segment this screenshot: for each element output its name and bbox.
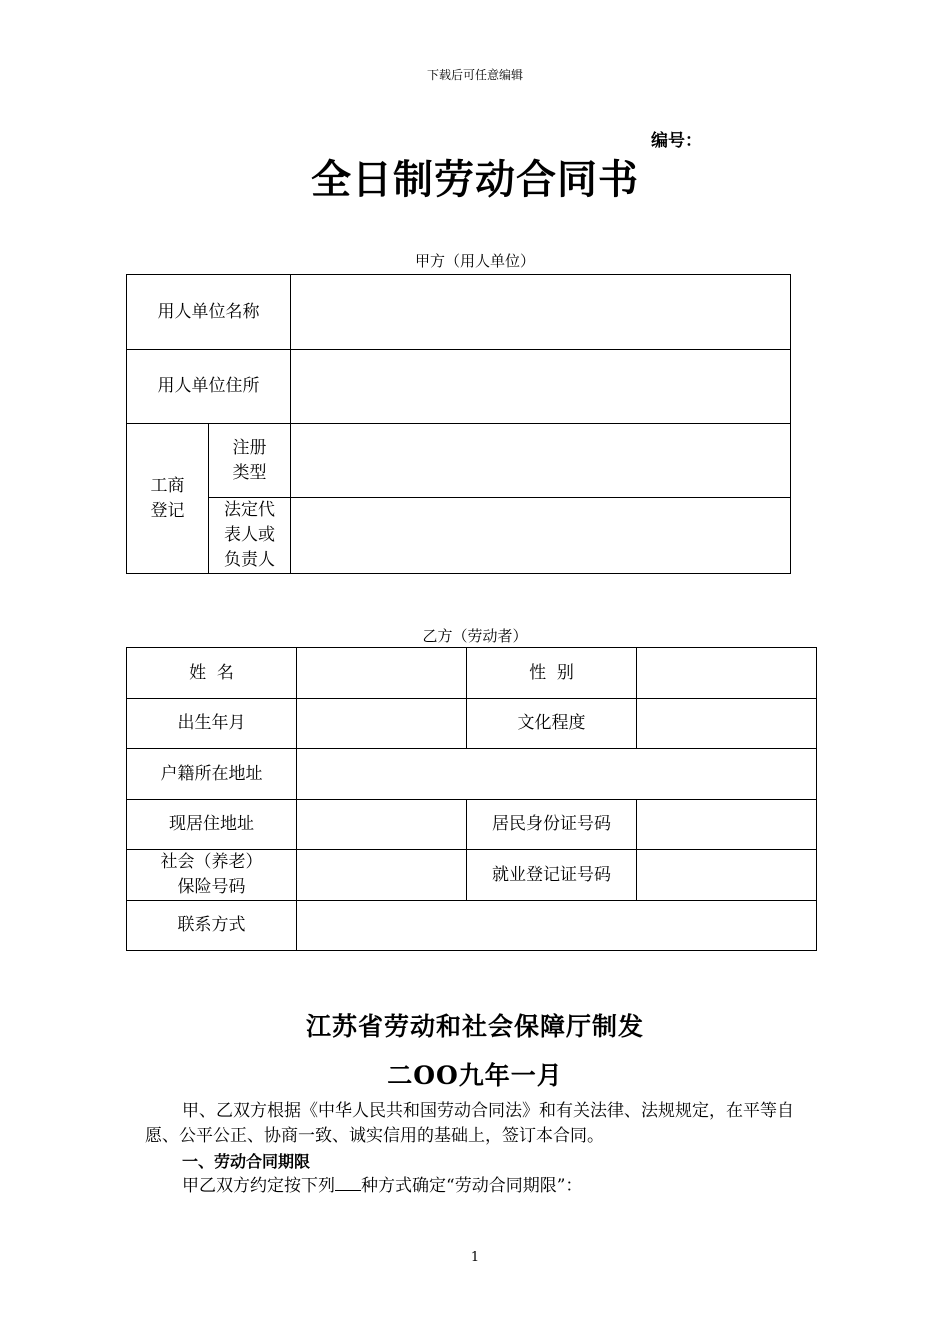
section-1-title: 一、劳动合同期限 [182, 1152, 311, 1171]
registration-type-label-text: 注册类型 [232, 437, 267, 483]
contact-label: 联系方式 [127, 901, 297, 951]
issue-date: 二OO九年一月 [387, 1061, 563, 1090]
unit-name-label: 用人单位名称 [127, 275, 291, 350]
section-1-text [145, 1174, 805, 1199]
party-a-caption: 甲方（用人单位） [414, 252, 535, 270]
registration-label [127, 424, 209, 574]
employment-field[interactable] [637, 850, 817, 901]
name-label: 姓 名 [127, 648, 297, 699]
insurance-field[interactable] [297, 850, 467, 901]
contact-field[interactable] [297, 901, 817, 951]
id-label: 居民身份证号码 [467, 800, 637, 850]
household-field[interactable] [297, 749, 817, 800]
section-1-text-before: 甲乙双方约定按下列 [182, 1176, 335, 1196]
header-note: 下载后可任意编辑 [426, 68, 523, 82]
document-title: 全日制劳动合同书 [311, 157, 639, 203]
gender-field[interactable] [637, 648, 817, 699]
household-label: 户籍所在地址 [127, 749, 297, 800]
legal-rep-field[interactable] [291, 498, 791, 574]
education-label: 文化程度 [467, 699, 637, 749]
education-field[interactable] [637, 699, 817, 749]
residence-field[interactable] [297, 800, 467, 850]
page-number: 1 [470, 1250, 480, 1265]
method-blank[interactable] [335, 1174, 361, 1191]
birth-label: 出生年月 [127, 699, 297, 749]
section-1-text-after: 种方式确定“劳动合同期限”： [361, 1176, 583, 1196]
gender-label: 性 别 [467, 648, 637, 699]
registration-label-text: 工商登记 [150, 475, 185, 521]
registration-type-label [209, 424, 291, 498]
legal-rep-label-text: 法定代表人或负责人 [224, 500, 275, 570]
registration-type-field[interactable] [291, 424, 791, 498]
insurance-label-line1: 社会（养老） [160, 852, 263, 872]
insurance-label-line2: 保险号码 [177, 877, 246, 897]
name-field[interactable] [297, 648, 467, 699]
employment-label: 就业登记证号码 [467, 850, 637, 901]
issuer-title: 江苏省劳动和社会保障厅制发 [305, 1012, 644, 1041]
residence-label: 现居住地址 [127, 800, 297, 850]
party-a-table [126, 274, 791, 574]
party-b-table [126, 647, 817, 951]
insurance-label [127, 850, 297, 901]
unit-address-label: 用人单位住所 [127, 350, 291, 424]
unit-name-field[interactable] [291, 275, 791, 350]
birth-field[interactable] [297, 699, 467, 749]
intro-paragraph: 甲、乙双方根据《中华人民共和国劳动合同法》和有关法律、法规规定，在平等自愿、公平公正、协商一致、诚实信用的基础上，签订本合同。 [145, 1101, 794, 1146]
party-b-caption: 乙方（劳动者） [422, 627, 528, 645]
contract-number-label: 编号： [651, 131, 702, 151]
unit-address-field[interactable] [291, 350, 791, 424]
id-field[interactable] [637, 800, 817, 850]
legal-rep-label [209, 498, 291, 574]
